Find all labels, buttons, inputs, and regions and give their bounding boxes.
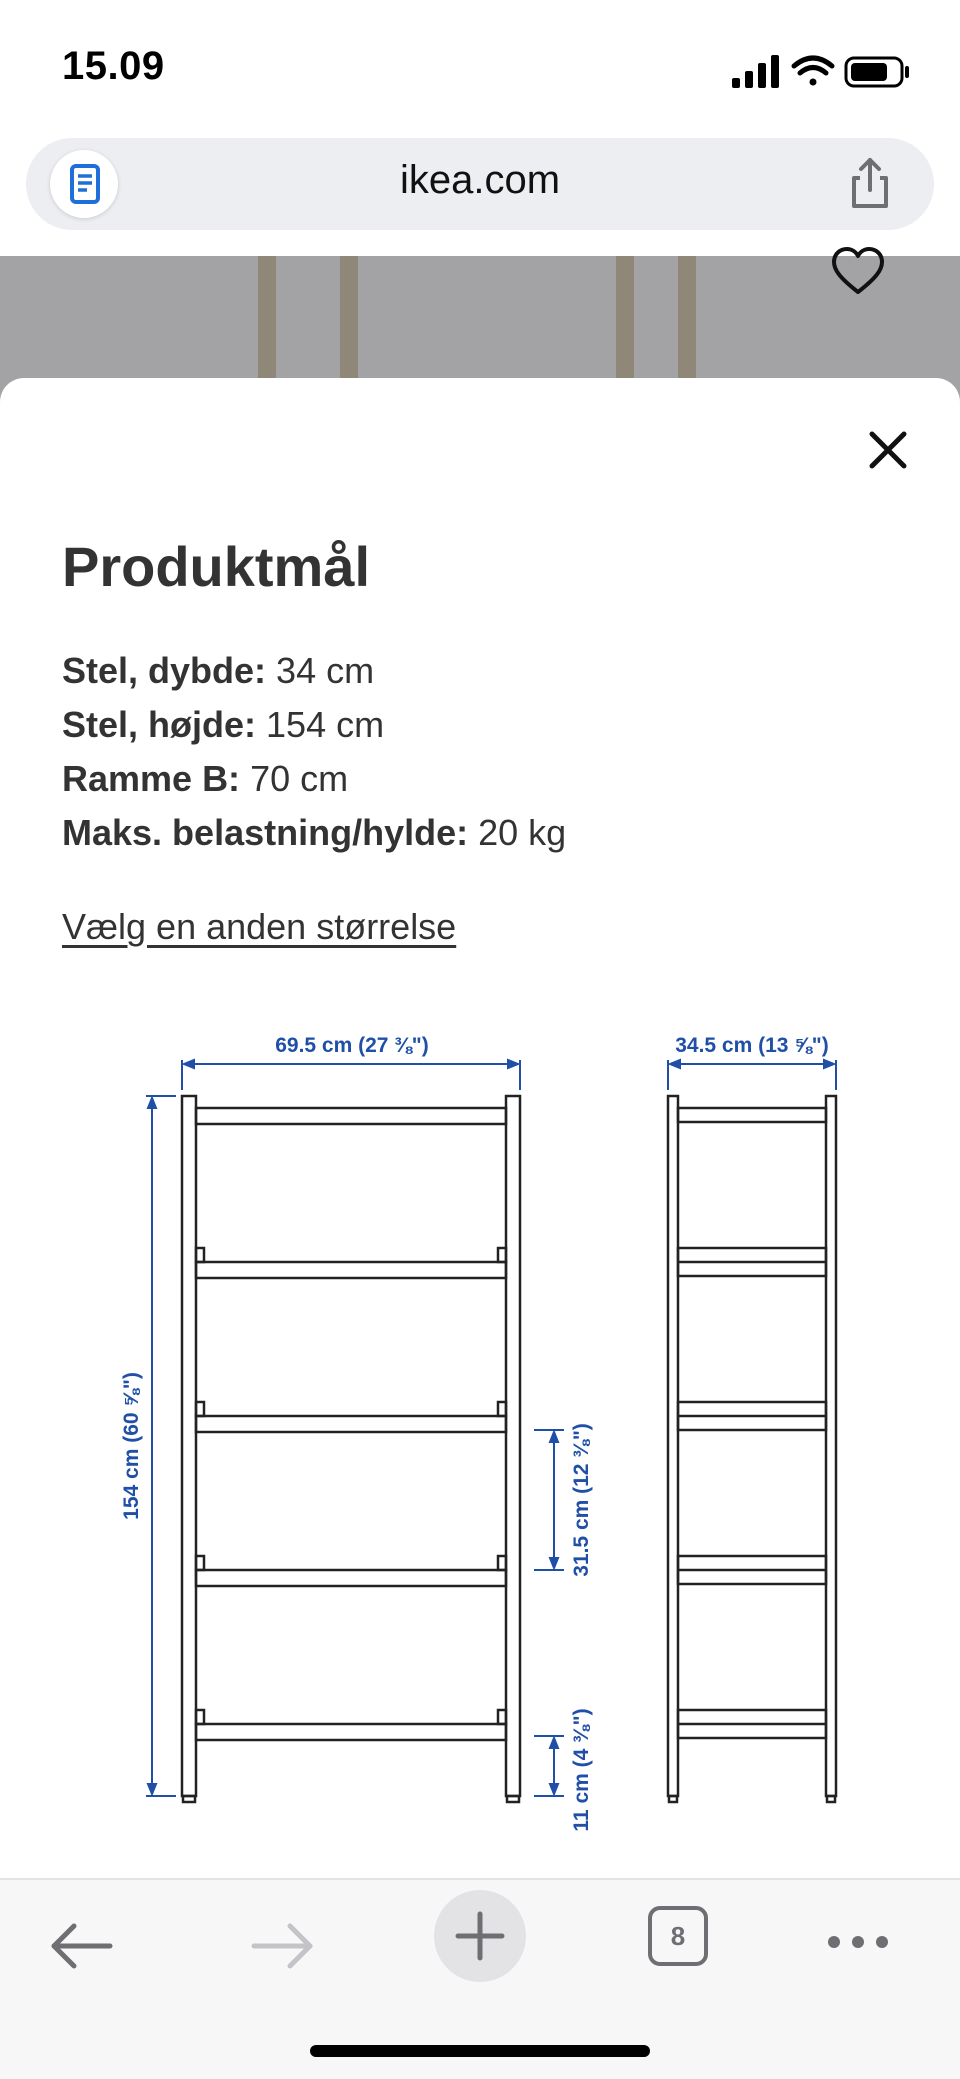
spec-label: Ramme B:	[62, 758, 241, 799]
height-label: 154 cm (60 ⅝")	[120, 1372, 143, 1520]
side-depth-label: 34.5 cm (13 ⅝")	[675, 1034, 829, 1057]
spec-depth	[62, 650, 374, 692]
shelf-spacing-label: 31.5 cm (12 ⅜")	[570, 1423, 593, 1577]
spec-max-load	[62, 812, 566, 854]
status-icons	[730, 52, 930, 92]
page-title: Produktmål	[62, 535, 371, 598]
spec-label: Maks. belastning/hylde:	[62, 812, 469, 853]
home-indicator[interactable]	[310, 2045, 650, 2057]
status-bar	[0, 0, 960, 130]
heart-icon[interactable]	[830, 244, 886, 300]
dimension-diagram	[0, 1000, 960, 1880]
plus-icon	[434, 1890, 526, 1982]
close-icon[interactable]	[862, 424, 914, 476]
spec-frame-width	[62, 758, 348, 800]
spec-label: Stel, dybde:	[62, 650, 267, 691]
battery-icon	[846, 58, 909, 86]
new-tab-button[interactable]	[434, 1890, 526, 1982]
spec-value: 70 cm	[250, 758, 349, 799]
more-icon[interactable]	[826, 1932, 890, 1952]
address-bar[interactable]	[26, 138, 934, 230]
front-width-label: 69.5 cm (27 ⅜")	[275, 1034, 429, 1057]
choose-other-size-link[interactable]: Vælg en anden størrelse	[62, 906, 457, 947]
back-arrow-icon[interactable]	[48, 1918, 118, 1974]
bottom-clearance-label: 11 cm (4 ⅜")	[570, 1708, 593, 1832]
spec-value: 154 cm	[266, 704, 385, 745]
tab-count: 8	[670, 1921, 686, 1951]
status-time: 15.09	[62, 44, 165, 88]
tabs-button[interactable]	[648, 1906, 708, 1966]
share-icon[interactable]	[840, 154, 900, 214]
signal-icon	[732, 55, 779, 88]
spec-height	[62, 704, 384, 746]
spec-value: 34 cm	[276, 650, 375, 691]
spec-label: Stel, højde:	[62, 704, 257, 745]
spec-value: 20 kg	[478, 812, 567, 853]
url-text[interactable]: ikea.com	[399, 158, 561, 202]
forward-arrow-icon[interactable]	[246, 1918, 316, 1974]
wifi-icon	[794, 58, 832, 86]
